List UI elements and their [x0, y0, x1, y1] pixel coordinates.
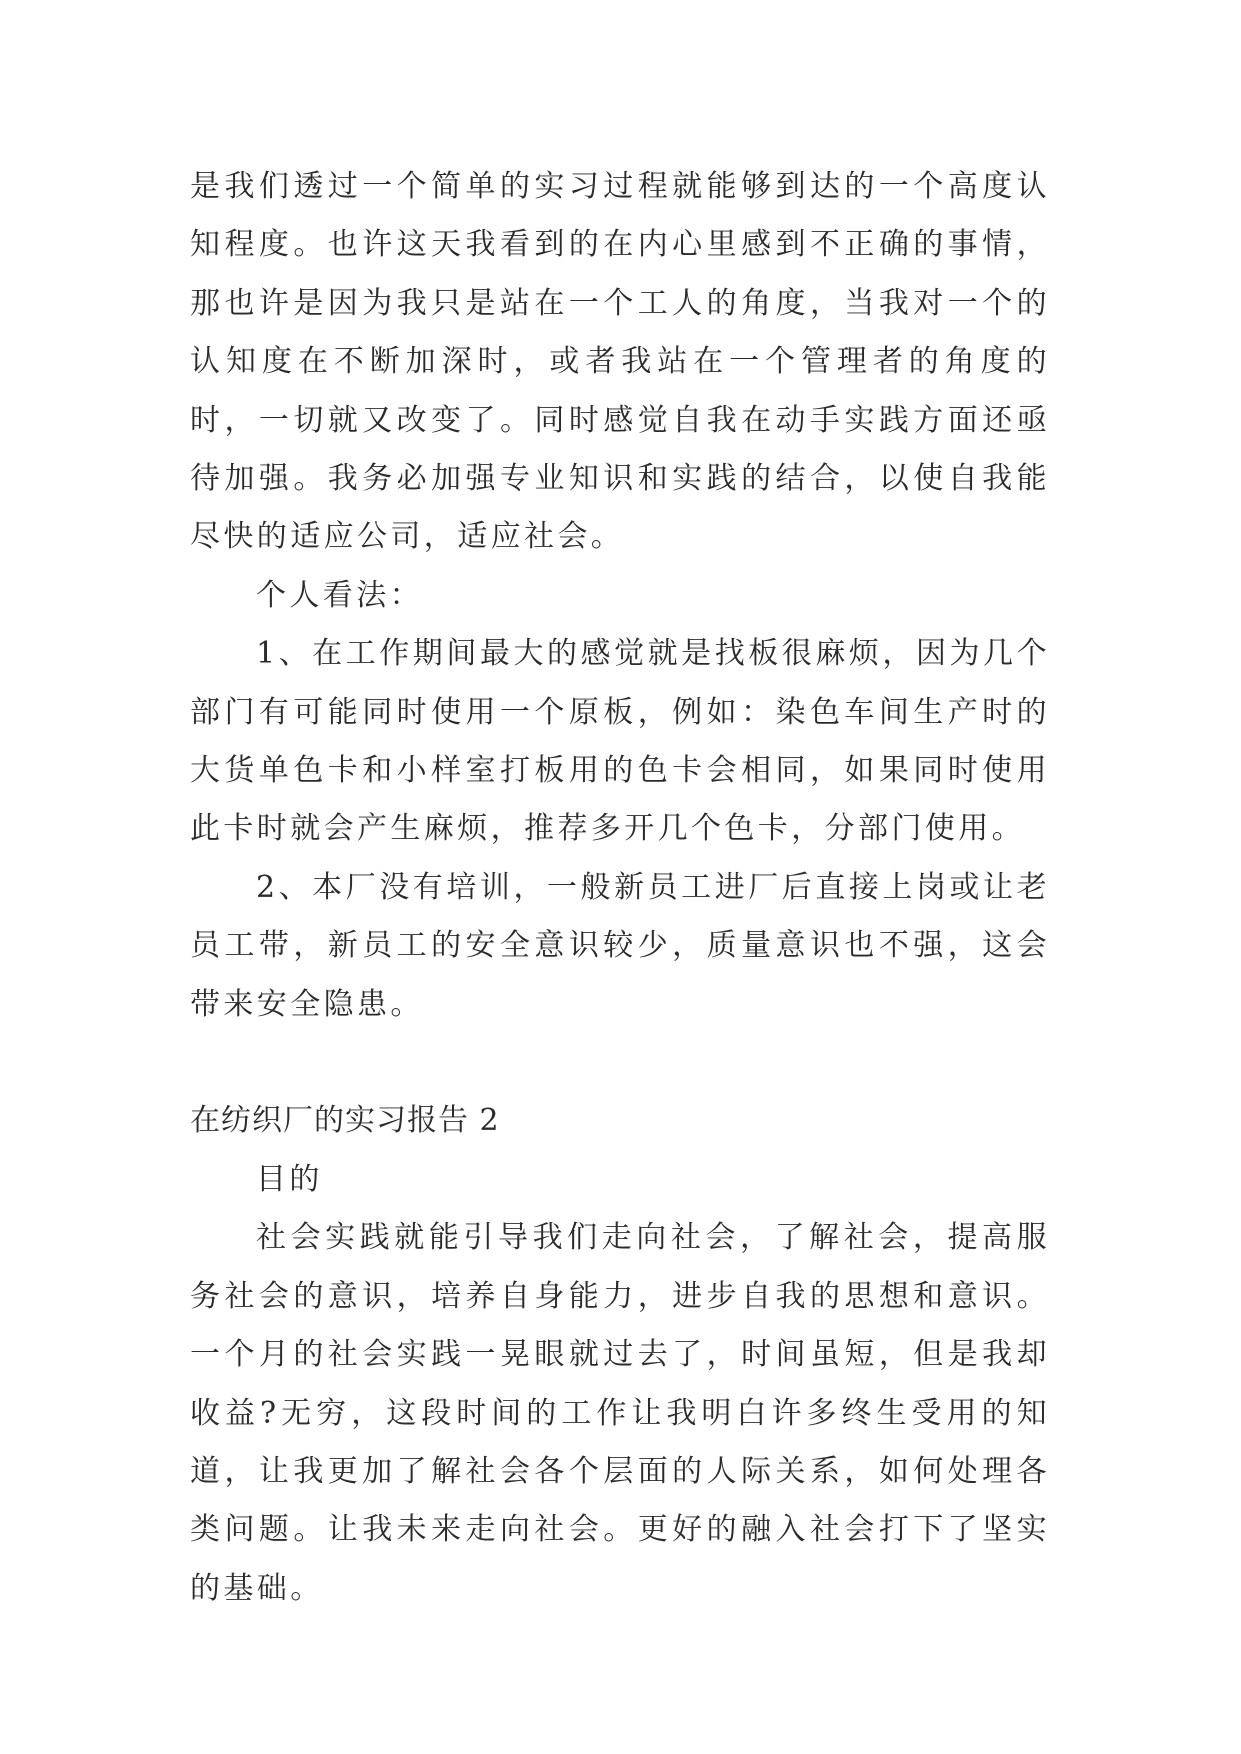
opinion-heading: 个人看法： — [256, 577, 423, 613]
section-2-title: 在纺织厂的实习报告 2 — [190, 1103, 500, 1139]
section-spacer — [190, 1034, 1050, 1092]
opinion-item-2: 2、本厂没有培训，一般新员工进厂后直接上岗或让老员工带，新员工的安全意识较少，质量意识也不强，这会带来安全隐患。 — [190, 869, 1050, 1022]
opinion-item-1: 1、在工作期间最大的感觉就是找板很麻烦，因为几个部门有可能同时使用一个原板，例如：染色车间生产时的大货单色卡和小样室打板用的色卡会相同，如果同时使用此卡时就会产生麻烦，推荐多开几个色卡，分部门使用。 — [190, 636, 1050, 847]
section-2-paragraph: 社会实践就能引导我们走向社会，了解社会，提高服务社会的意识，培养自身能力，进步自我的思想和意识。一个月的社会实践一晃眼就过去了，时间虽短，但是我却收益?无穷，这段时间的工作让我明白许多终生受用的知道，让我更加了解社会各个层面的人际关系，如何处理各类问题。让我未来走向社会。更好的融入社会打下了坚实的基础。 — [190, 1220, 1050, 1606]
body-paragraph-1: 是我们透过一个简单的实习过程就能够到达的一个高度认知程度。也许这天我看到的在内心里感到不正确的事情，那也许是因为我只是站在一个工人的角度，当我对一个的认知度在不断加深时，或者我站在一个管理者的角度的时，一切就又改变了。同时感觉自我在动手实践方面还亟待加强。我务必加强专业知识和实践的结合，以使自我能尽快的适应公司，适应社会。 — [190, 169, 1050, 555]
section-2-subtitle: 目的 — [256, 1161, 323, 1197]
document-body — [190, 158, 1050, 1618]
